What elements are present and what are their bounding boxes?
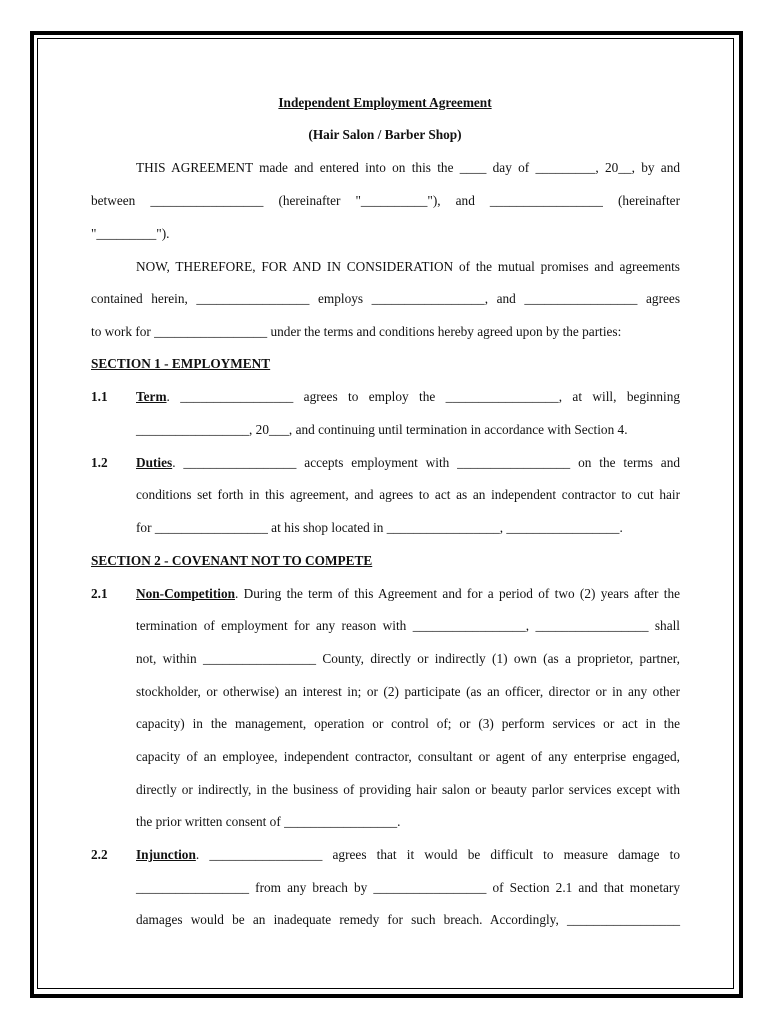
clause-2-1-line-8: the prior written consent of _________________.: [136, 814, 401, 829]
document-subtitle: (Hair Salon / Barber Shop): [308, 127, 462, 142]
clause-2-1-line-4: stockholder, or otherwise) an interest in; or (2) participate (as an officer, director or in any other: [136, 684, 680, 699]
clause-1-2-number: 1.2: [91, 455, 108, 470]
consideration-line-3: to work for _________________ under the terms and conditions hereby agreed upon by the parties:: [91, 324, 622, 339]
clause-2-2-term: Injunction: [136, 847, 196, 862]
clause-1-2-text: . _________________ accepts employment with _________________ on the terms and: [172, 455, 680, 470]
intro-line-2: between _________________ (hereinafter "__________"), and _________________ (hereinafter: [91, 193, 680, 208]
section-1-heading: SECTION 1 - EMPLOYMENT: [91, 356, 271, 371]
clause-2-1-line-5: capacity) in the management, operation or control of; or (3) perform services or act in the: [136, 716, 680, 731]
clause-1-2-line-3: for _________________ at his shop located in _________________, _________________.: [136, 520, 623, 535]
clause-2-1-line-7: directly or indirectly, in the business of providing hair salon or beauty parlor services except with: [136, 782, 680, 797]
clause-1-1-text: . _________________ agrees to employ the _________________, at will, beginning: [166, 389, 680, 404]
clause-1-2-line-2: conditions set forth in this agreement, and agrees to act as an independent contractor to cut hair: [136, 487, 680, 502]
document-title: Independent Employment Agreement: [278, 95, 492, 110]
clause-2-1-number: 2.1: [91, 586, 108, 601]
clause-2-1-line-3: not, within _________________ County, directly or indirectly (1) own (as a proprietor, partner,: [136, 651, 680, 666]
consideration-line-1: NOW, THEREFORE, FOR AND IN CONSIDERATION of the mutual promises and agreements: [136, 259, 680, 274]
clause-2-1-line-6: capacity of an employee, independent contractor, consultant or agent of any enterprise engaged,: [136, 749, 680, 764]
clause-2-1-line-2: termination of employment for any reason with _________________, _________________ shall: [136, 618, 680, 633]
clause-1-1-line-1: [136, 389, 680, 405]
clause-1-1-number: 1.1: [91, 389, 108, 404]
clause-1-1-line-2: _________________, 20___, and continuing until termination in accordance with Section 4.: [136, 422, 628, 437]
clause-1-2-line-1: [136, 455, 680, 471]
clause-1-2-term: Duties: [136, 455, 173, 470]
clause-2-2-number: 2.2: [91, 847, 108, 862]
intro-line-1: THIS AGREEMENT made and entered into on this the ____ day of _________, 20__, by and: [136, 160, 680, 175]
clause-2-2-line-1: [136, 847, 680, 863]
clause-1-1-term: Term: [136, 389, 167, 404]
clause-2-1-line-1: [136, 586, 680, 602]
clause-2-1-text: . During the term of this Agreement and for a period of two (2) years after the: [235, 586, 680, 601]
clause-2-2-line-2: _________________ from any breach by _________________ of Section 2.1 and that monetary: [136, 880, 680, 895]
clause-2-2-line-3: damages would be an inadequate remedy for such breach. Accordingly, _________________: [136, 912, 680, 927]
section-2-heading: SECTION 2 - COVENANT NOT TO COMPETE: [91, 553, 373, 568]
clause-2-2-text: . _________________ agrees that it would be difficult to measure damage to: [195, 847, 680, 862]
consideration-line-2: contained herein, _________________ employs _________________, and _________________ agrees: [91, 291, 680, 306]
clause-2-1-term: Non-Competition: [136, 586, 235, 601]
intro-line-3: "_________").: [91, 226, 170, 241]
